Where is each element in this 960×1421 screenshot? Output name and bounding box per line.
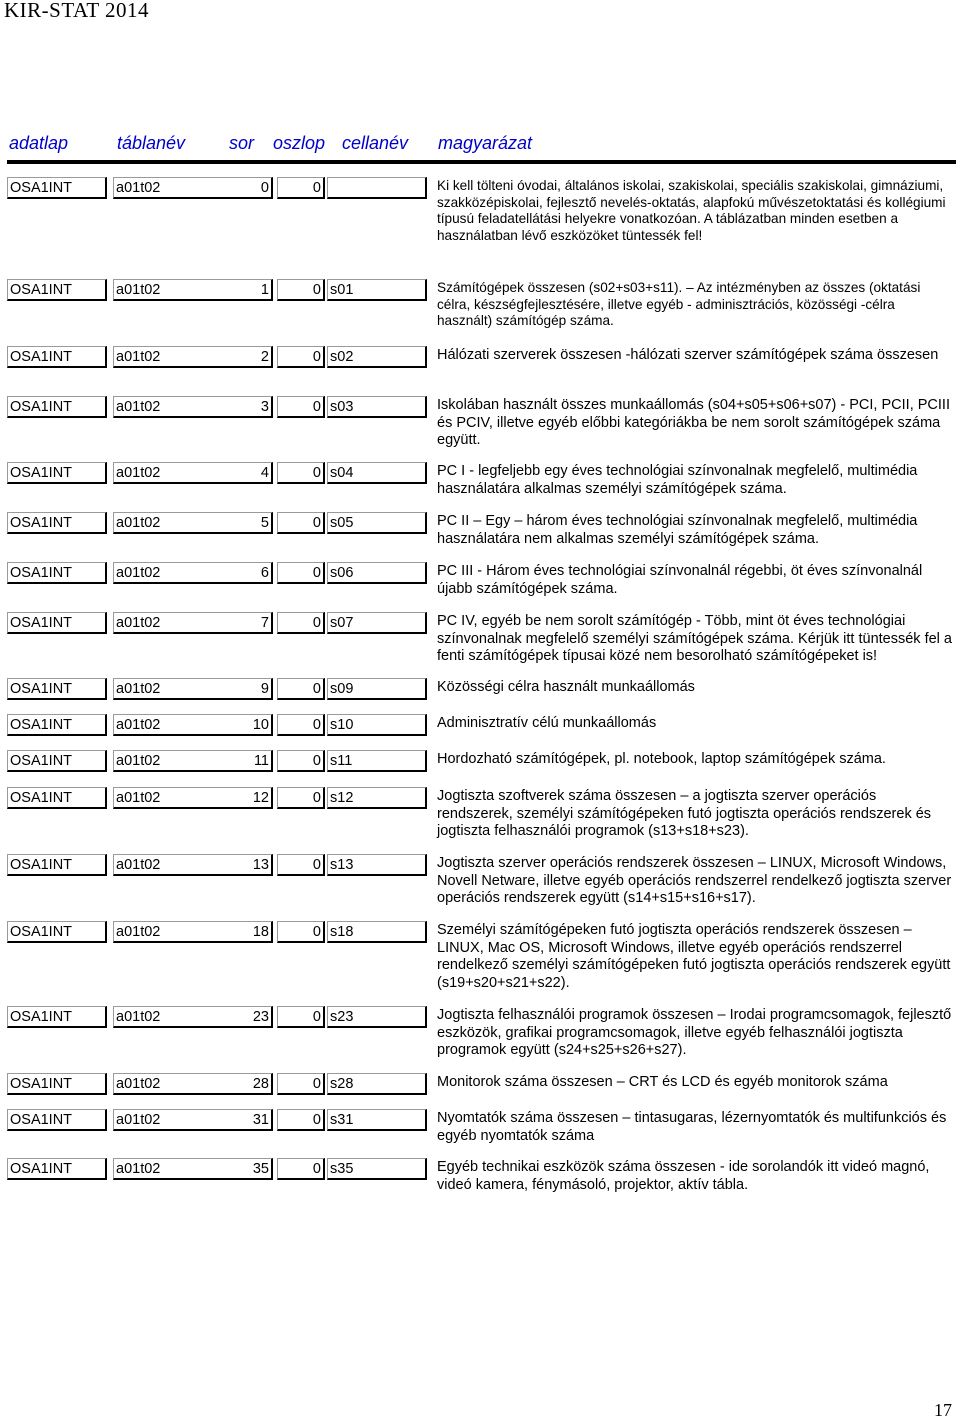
adatlap-cell: OSA1INT — [7, 346, 107, 368]
tablanev-cell: a01t02 — [113, 921, 273, 943]
oszlop-cell: 0 — [277, 750, 325, 772]
sor-cell: 28 — [213, 1073, 273, 1095]
oszlop-cell: 0 — [277, 854, 325, 876]
cellanev-cell: s13 — [327, 854, 427, 876]
description-text: Ki kell tölteni óvodai, általános iskolai, szakiskolai, speciális szakiskolai, gimnáziumi, szakközépiskolai, fejlesztő nevelés-oktatás, alapfokú művészetoktatási és kollégiumi típusú feladatellátási helyekre vonatkozóan. A táblázatban minden esetben a használatban lévő eszközöket tüntessék fel! — [437, 178, 946, 243]
tablanev-cell: a01t02 — [113, 1006, 273, 1028]
tablanev-cell: a01t02 — [113, 462, 273, 484]
oszlop-cell: 0 — [277, 279, 325, 301]
oszlop-cell: 0 — [277, 512, 325, 534]
adatlap-cell: OSA1INT — [7, 854, 107, 876]
header-magyarazat: magyarázat — [438, 133, 533, 153]
cellanev-cell: s35 — [327, 1158, 427, 1180]
adatlap-cell: OSA1INT — [7, 678, 107, 700]
sor-cell: 4 — [213, 462, 273, 484]
header-cellanev: cellanév — [342, 133, 409, 153]
cellanev-cell: s05 — [327, 512, 427, 534]
sor-cell: 9 — [213, 678, 273, 700]
cellanev-cell — [327, 177, 427, 199]
tablanev-cell: a01t02 — [113, 1109, 273, 1131]
cellanev-cell: s04 — [327, 462, 427, 484]
description-text: Monitorok száma összesen – CRT és LCD és egyéb monitorok száma — [437, 1074, 888, 1090]
sor-cell: 2 — [213, 346, 273, 368]
tablanev-cell: a01t02 — [113, 854, 273, 876]
description-text: Iskolában használt összes munkaállomás (s04+s05+s06+s07) - PCI, PCII, PCIII és PCIV, illetve egyéb előbbi kategóriákba be nem sorolt számítógépek száma együtt. — [437, 397, 950, 448]
sor-cell: 12 — [213, 787, 273, 809]
description-text: Nyomtatók száma összesen – tintasugaras, lézernyomtatók és multifunkciós és egyéb nyomtatók száma — [437, 1110, 947, 1144]
cellanev-cell: s18 — [327, 921, 427, 943]
tablanev-cell: a01t02 — [113, 1158, 273, 1180]
oszlop-cell: 0 — [277, 1073, 325, 1095]
description-text: Hálózati szerverek összesen -hálózati szerver számítógépek száma összesen — [437, 347, 939, 363]
sor-cell: 1 — [213, 279, 273, 301]
tablanev-cell: a01t02 — [113, 1073, 273, 1095]
tablanev-cell: a01t02 — [113, 396, 273, 418]
header-divider — [7, 160, 956, 164]
oszlop-cell: 0 — [277, 346, 325, 368]
oszlop-cell: 0 — [277, 921, 325, 943]
oszlop-cell: 0 — [277, 177, 325, 199]
sor-cell: 6 — [213, 562, 273, 584]
oszlop-cell: 0 — [277, 1158, 325, 1180]
tablanev-cell: a01t02 — [113, 714, 273, 736]
tablanev-cell: a01t02 — [113, 177, 273, 199]
sor-cell: 23 — [213, 1006, 273, 1028]
description-text: PC IV, egyéb be nem sorolt számítógép - Több, mint öt éves technológiai színvonalnak megfelelő személyi számítógépek száma. Kérjük itt tüntessék fel a fenti számítógépek típusai közé nem besorolható számítógépeket is! — [437, 613, 952, 664]
description-text: Jogtiszta szoftverek száma összesen – a jogtiszta szerver operációs rendszerek, személyi számítógépeken futó jogtiszta operációs rendszerek és jogtiszta felhasználói programok (s13+s18+s23). — [437, 788, 932, 839]
sor-cell: 35 — [213, 1158, 273, 1180]
description-text: Számítógépek összesen (s02+s03+s11). – Az intézményben az összes (oktatási célra, készségfejlesztésére, illetve egyéb - adminisztrációs, közösségi -célra használt) számítógép száma. — [437, 280, 921, 328]
oszlop-cell: 0 — [277, 396, 325, 418]
description-text: Jogtiszta felhasználói programok összesen – Irodai programcsomagok, fejlesztő eszközök, grafikai programcsomagok, illetve egyéb felhasználói jogtiszta programok együtt (s24+s25+s26+s27). — [437, 1007, 952, 1058]
sor-cell: 31 — [213, 1109, 273, 1131]
sor-cell: 7 — [213, 612, 273, 634]
cellanev-cell: s02 — [327, 346, 427, 368]
tablanev-cell: a01t02 — [113, 512, 273, 534]
tablanev-cell: a01t02 — [113, 279, 273, 301]
sor-cell: 11 — [213, 750, 273, 772]
cellanev-cell: s28 — [327, 1073, 427, 1095]
header-tablanev: táblanév — [117, 133, 186, 153]
description-text: PC III - Három éves technológiai színvonalnál régebbi, öt éves színvonalnál újabb számítógépek száma. — [437, 563, 923, 597]
tablanev-cell: a01t02 — [113, 787, 273, 809]
oszlop-cell: 0 — [277, 462, 325, 484]
adatlap-cell: OSA1INT — [7, 562, 107, 584]
tablanev-cell: a01t02 — [113, 678, 273, 700]
cellanev-cell: s03 — [327, 396, 427, 418]
cellanev-cell: s07 — [327, 612, 427, 634]
adatlap-cell: OSA1INT — [7, 750, 107, 772]
sor-cell: 18 — [213, 921, 273, 943]
tablanev-cell: a01t02 — [113, 562, 273, 584]
adatlap-cell: OSA1INT — [7, 921, 107, 943]
description-text: PC I - legfeljebb egy éves technológiai színvonalnak megfelelő, multimédia használatára alkalmas személyi számítógépek száma. — [437, 463, 918, 497]
sor-cell: 13 — [213, 854, 273, 876]
cellanev-cell: s11 — [327, 750, 427, 772]
adatlap-cell: OSA1INT — [7, 462, 107, 484]
adatlap-cell: OSA1INT — [7, 714, 107, 736]
adatlap-cell: OSA1INT — [7, 1073, 107, 1095]
oszlop-cell: 0 — [277, 1006, 325, 1028]
description-text: Adminisztratív célú munkaállomás — [437, 715, 657, 731]
page-number: 17 — [934, 1400, 952, 1420]
header-sor: sor — [229, 133, 255, 153]
sor-cell: 5 — [213, 512, 273, 534]
adatlap-cell: OSA1INT — [7, 1006, 107, 1028]
description-text: Egyéb technikai eszközök száma összesen - ide sorolandók itt videó magnó, videó kamera, fénymásoló, projektor, aktív tábla. — [437, 1159, 930, 1193]
tablanev-cell: a01t02 — [113, 612, 273, 634]
oszlop-cell: 0 — [277, 612, 325, 634]
description-text: PC II – Egy – három éves technológiai színvonalnak megfelelő, multimédia használatára nem alkalmas személyi számítógépek száma. — [437, 513, 918, 547]
description-text: Közösségi célra használt munkaállomás — [437, 679, 695, 695]
adatlap-cell: OSA1INT — [7, 787, 107, 809]
cellanev-cell: s23 — [327, 1006, 427, 1028]
adatlap-cell: OSA1INT — [7, 1109, 107, 1131]
adatlap-cell: OSA1INT — [7, 396, 107, 418]
cellanev-cell: s12 — [327, 787, 427, 809]
cellanev-cell: s09 — [327, 678, 427, 700]
sor-cell: 0 — [213, 177, 273, 199]
cellanev-cell: s10 — [327, 714, 427, 736]
description-text: Hordozható számítógépek, pl. notebook, laptop számítógépek száma. — [437, 751, 886, 767]
tablanev-cell: a01t02 — [113, 346, 273, 368]
cellanev-cell: s01 — [327, 279, 427, 301]
oszlop-cell: 0 — [277, 1109, 325, 1131]
adatlap-cell: OSA1INT — [7, 279, 107, 301]
oszlop-cell: 0 — [277, 678, 325, 700]
header-oszlop: oszlop — [273, 133, 326, 153]
adatlap-cell: OSA1INT — [7, 1158, 107, 1180]
tablanev-cell: a01t02 — [113, 750, 273, 772]
description-text: Jogtiszta szerver operációs rendszerek összesen – LINUX, Microsoft Windows, Novell Netware, illetve egyéb operációs rendszerrel rendelkező jogtiszta szerver operációs rendszerek együtt (s14+s15+s16+s17). — [437, 855, 952, 906]
cellanev-cell: s06 — [327, 562, 427, 584]
page-title: KIR-STAT 2014 — [4, 0, 150, 22]
cellanev-cell: s31 — [327, 1109, 427, 1131]
adatlap-cell: OSA1INT — [7, 612, 107, 634]
adatlap-cell: OSA1INT — [7, 512, 107, 534]
oszlop-cell: 0 — [277, 787, 325, 809]
oszlop-cell: 0 — [277, 714, 325, 736]
oszlop-cell: 0 — [277, 562, 325, 584]
description-text: Személyi számítógépeken futó jogtiszta operációs rendszerek összesen – LINUX, Mac OS, Microsoft Windows, illetve egyéb operációs rendszerrel rendelkező személyi számítógépeken futó jogtiszta operációs rendszerek együtt (s19+s20+s21+s22). — [437, 922, 951, 991]
header-adatlap: adatlap — [9, 133, 69, 153]
sor-cell: 10 — [213, 714, 273, 736]
sor-cell: 3 — [213, 396, 273, 418]
adatlap-cell: OSA1INT — [7, 177, 107, 199]
